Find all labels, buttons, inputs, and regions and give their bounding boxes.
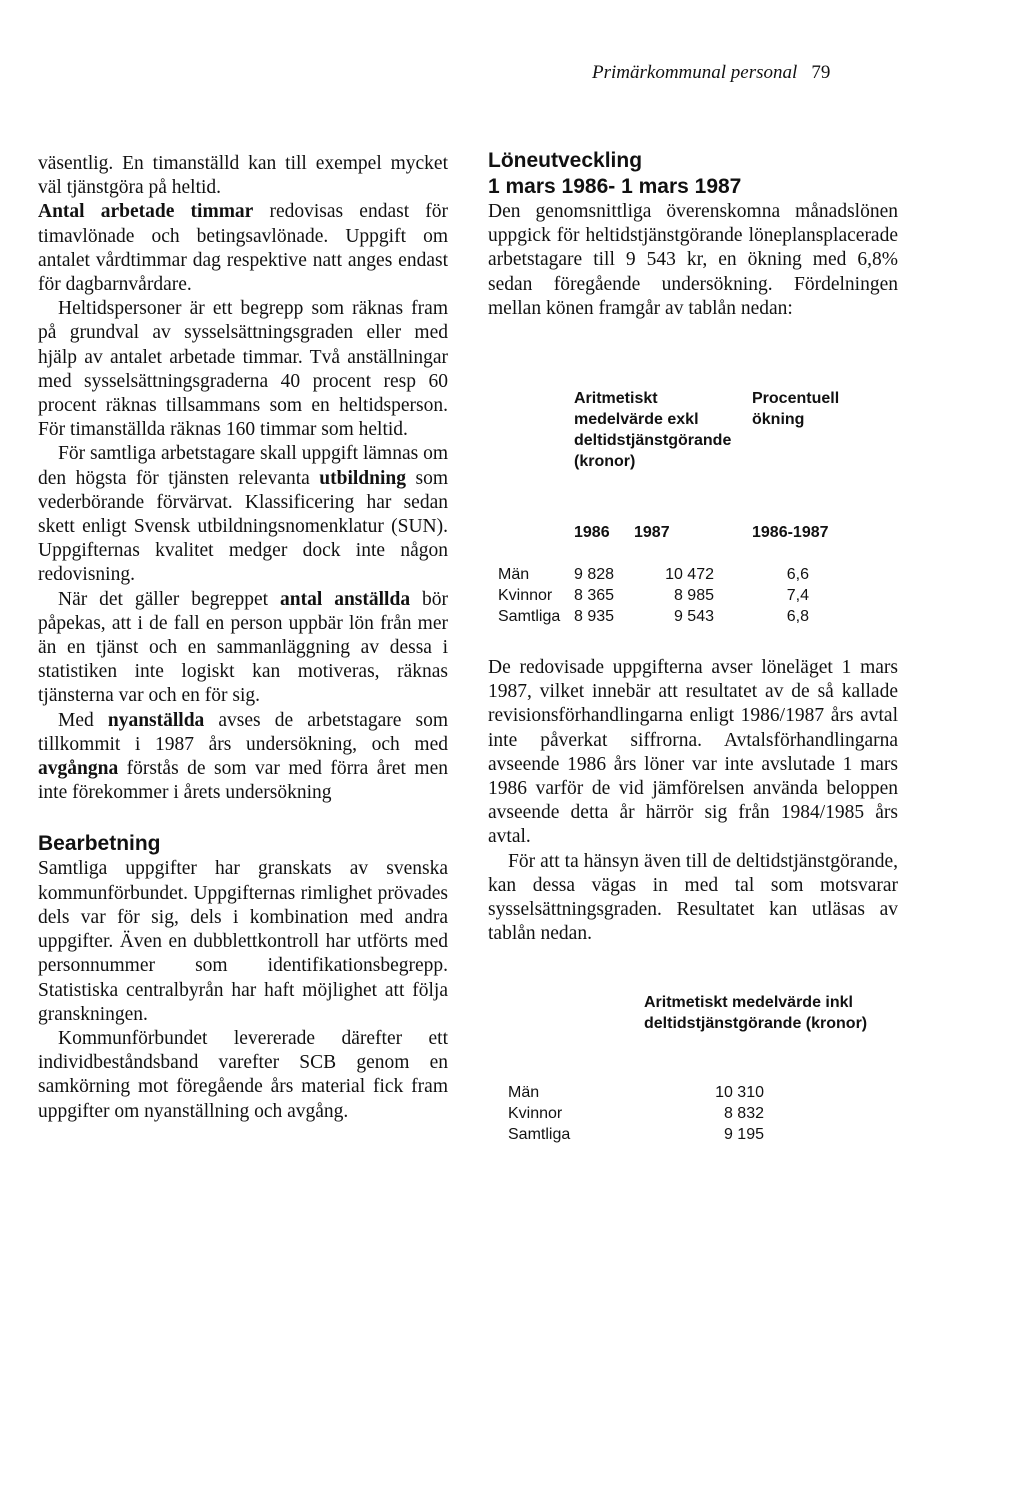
table1-row-samtliga [498,606,898,627]
left-paragraph-5-text-b: bör påpekas, att i de fall en person uppbär lön från mer än en tjänst och en sammanläggning av dessa i statistiken inte logiskt kan motiveras, räknas tjänsterna var och en för sig. [38,588,448,707]
keyword-antal-arbetade-timmar: Antal arbetade timmar [38,201,254,223]
right-column-lower [488,656,898,946]
left-column [38,152,448,1124]
keyword-utbildning: utbildning [319,467,407,489]
table1-value-increase: 6,8 [786,608,809,625]
left-paragraph-6-text-b: avses de arbetstagare som tillkommit i 1987 års undersökning, och med [38,709,448,755]
left-paragraph-6-text-a: Med [58,709,108,731]
section-spacer [38,805,448,831]
running-header [592,62,882,84]
page-number: 79 [811,62,831,83]
left-paragraph-6 [38,709,448,806]
keyword-antal-anstallda: antal anställda [280,588,411,610]
running-header-title: Primärkommunal personal [592,62,798,83]
left-paragraph-3: Heltidspersoner är ett begrepp som räknas fram på grundval av sysselsättningsgraden eller med hjälp av antalet arbetade timmar. Två anställningar med sysselsättningsgraderna 40 procent resp 60 procent räknas tillsammans som en heltidsperson. För timanställda räknas 160 timmar som heltid. [38,298,448,441]
table2-row-kvinnor [508,1103,888,1124]
left-paragraph-8: Kommunförbundet levererade därefter ett individbeståndsband varefter SCB genom en samkörning mot föregående års material fick fram uppgifter om nyanställning och avgång. [38,1027,448,1122]
table2-value: 8 832 [723,1105,764,1122]
table1-row-label: Män [498,566,530,583]
table1-value-increase: 7,4 [786,587,809,604]
left-paragraph-4-text-a: För samtliga arbetstagare skall uppgift lämnas om den högsta för tjänsten relevanta [38,443,448,489]
right-column [488,148,898,321]
table2-value: 9 195 [723,1126,764,1143]
table1-value-1987: 8 985 [673,587,714,604]
table1-year-range: 1986-1987 [752,524,829,541]
left-paragraph-5 [38,588,448,709]
right-paragraph-2: De redovisade uppgifterna avser löneläget 1 mars 1987, vilket innebär att resultatet av de så kallade revisionsförhandlingarna enligt 1986/1987 års avtal inte påverkat siffrorna. Avtalsförhandlingarna avseende 1986 års löner var inte avslutade 1 mars 1986 varför de vid jämförelsen använda beloppen avseende detta år härrör sig från 1984/1985 års avtal. [488,657,898,848]
heading-loneutveckling: Löneutveckling [488,149,643,172]
keyword-avgangna: avgångna [38,758,119,780]
table1-value-1986: 9 828 [574,566,615,583]
left-paragraph-2-text: redovisas endast för timavlönade och betingsavlönade. Uppgift om antalet vårdtimmar dag respektive natt anges endast för dagbarnvårdare. [38,201,448,296]
table2-header-arithmetic-mean: Aritmetiskt medelvärde inkl deltidstjänstgörande (kronor) [644,994,868,1032]
table1-year-1987: 1987 [634,524,670,541]
left-paragraph-6-text-c: förstås de som var med förra året men inte förekommer i årets undersökning [38,758,448,804]
table1-value-1987: 10 472 [665,566,714,583]
salary-table-incl-part-time [508,992,898,1192]
left-paragraph-7: Samtliga uppgifter har granskats av svenska kommunförbundet. Uppgifternas rimlighet prövades dels var för sig, dels i kombination med andra uppgifter. Även en dubblettkontroll har utförts med personnummer som identifikationsbegrepp. Statistiska centralbyrån har haft möjlighet att följa granskningen. [38,858,448,1025]
table1-row-kvinnor [498,585,898,606]
table1-row-label: Samtliga [498,608,561,625]
table2-row-label: Män [508,1084,540,1101]
left-paragraph-4 [38,442,448,587]
table1-row-label: Kvinnor [498,587,553,604]
left-paragraph-5-text-a: När det gäller begreppet [58,588,281,610]
table1-value-1986: 8 365 [574,587,615,604]
table1-header-percent-increase: Procentuell ökning [752,390,840,428]
right-paragraph-3: För att ta hänsyn även till de deltidstjänstgörande, kan dessa vägas in med tal som motsvarar sysselsättningsgraden. Resultatet kan utläsas av tablån nedan. [488,850,898,945]
left-paragraph-2 [38,200,448,297]
left-paragraph-1: väsentlig. En timanställd kan till exempel mycket väl tjänstgöra på heltid. [38,153,448,199]
table1-year-1986: 1986 [574,524,610,541]
table2-row-samtliga [508,1124,888,1145]
table2-row-label: Kvinnor [508,1105,563,1122]
table2-value: 10 310 [715,1084,764,1101]
table1-value-1987: 9 543 [673,608,714,625]
salary-table-excl-part-time [498,388,898,628]
table1-value-increase: 6,6 [786,566,809,583]
left-paragraph-4-text-b: som vederbörande förvärvat. Klassificering har sedan skett enligt Svensk utbildningsnomenklatur (SUN). Uppgifternas kvalitet medger dock inte någon redovisning. [38,467,448,586]
table1-value-1986: 8 935 [574,608,615,625]
right-paragraph-1: Den genomsnittliga överenskomna månadslönen uppgick för heltidstjänstgörande löneplansplacerade arbetstagare till 9 543 kr, en ökning med 6,8% sedan föregående undersökning. Fördelningen mellan könen framgår av tablån nedan: [488,201,898,319]
table2-row-label: Samtliga [508,1126,571,1143]
table2-row-man [508,1082,888,1103]
table1-header-arithmetic-mean: Aritmetiskt medelvärde exkl deltidstjänstgörande (kronor) [574,390,732,470]
heading-period: 1 mars 1986- 1 mars 1987 [488,175,742,198]
keyword-nyanstallda: nyanställda [107,709,205,731]
table1-row-man [498,564,898,585]
heading-bearbetning: Bearbetning [38,832,161,856]
